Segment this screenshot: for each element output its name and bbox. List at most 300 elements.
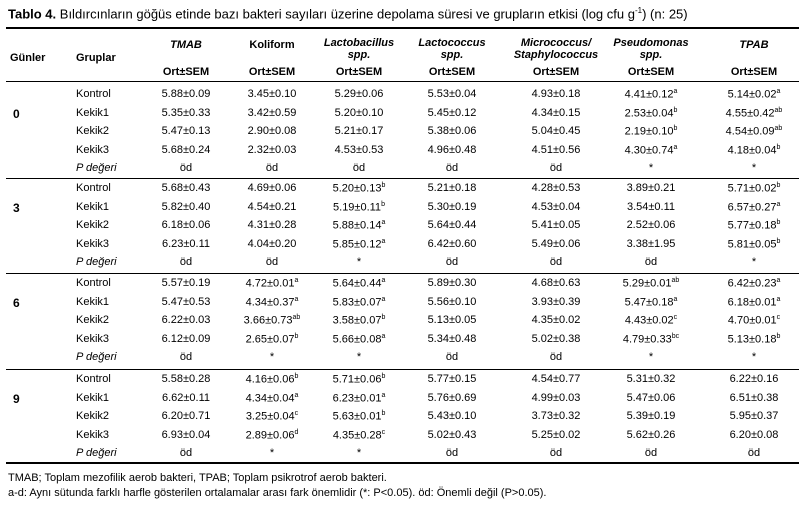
cell-value: 5.29±0.01 <box>622 277 672 290</box>
table-cell <box>704 373 804 385</box>
table-cell <box>136 296 236 308</box>
column-header-1 <box>222 39 322 51</box>
significance-letter: a <box>381 237 386 245</box>
table-cell <box>506 182 606 194</box>
significance-letter: a <box>381 277 386 284</box>
cell-value: 2.53±0.04 <box>624 107 674 120</box>
cell-value: 3.25±0.04 <box>245 410 295 423</box>
column-header-line: Staphylococcus <box>513 49 599 61</box>
cell-value: 5.81±0.05 <box>727 238 777 251</box>
table-cell <box>704 447 804 459</box>
column-header-line: Lactococcus <box>418 37 486 49</box>
cell-value: * <box>269 447 275 460</box>
group-label: Kontrol <box>76 182 111 194</box>
table-cell <box>136 333 236 345</box>
cell-value: 4.34±0.37 <box>245 296 295 309</box>
table-cell <box>601 201 701 213</box>
table-cell <box>402 238 502 250</box>
table-cell <box>704 238 804 251</box>
table-cell <box>222 238 322 250</box>
cell-value: 2.19±0.10 <box>624 125 674 138</box>
column-header-0 <box>136 39 236 51</box>
cell-value: öd <box>179 351 193 364</box>
column-header-line: spp. <box>347 49 371 61</box>
table-cell <box>601 314 701 327</box>
table-cell <box>136 201 236 213</box>
footnote-significance: a-d: Aynı sütunda farklı harfle gösterilen ortalamalar arası fark önemlidir (*: P<0.05). öd: Önemli değil (P>0.05). <box>8 487 547 499</box>
cell-value: 5.63±0.01 <box>332 410 382 423</box>
table-cell <box>704 125 804 138</box>
table-cell <box>704 88 804 101</box>
significance-letter: a <box>381 219 386 227</box>
table-cell <box>506 429 606 441</box>
significance-letter: a <box>776 200 781 208</box>
cell-value: 5.82±0.40 <box>161 200 211 213</box>
cell-value: öd <box>445 447 459 460</box>
cell-value: 3.73±0.32 <box>531 410 581 423</box>
table-cell <box>222 219 322 231</box>
cell-value: 5.64±0.44 <box>332 277 382 290</box>
cell-value: öd <box>445 256 459 269</box>
table-cell <box>601 447 701 459</box>
group-label: P değeri <box>76 447 117 460</box>
table-cell <box>136 107 236 119</box>
cell-value: 5.95±0.37 <box>729 410 779 423</box>
group-label: Kekik2 <box>76 219 110 232</box>
cell-value: * <box>751 162 757 175</box>
significance-letter: ab <box>774 125 783 133</box>
cell-value: 5.71±0.06 <box>332 373 382 386</box>
cell-value: * <box>356 351 362 364</box>
table-cell <box>402 314 502 326</box>
table-cell <box>222 256 322 268</box>
cell-value: 5.85±0.12 <box>332 238 382 251</box>
table-caption: Bıldırcınların göğüs etinde bazı bakteri sayıları üzerine depolama süresi ve grupların etkisi (log cfu g <box>56 6 635 22</box>
group-label: Kekik3 <box>76 428 110 441</box>
cell-value: 3.54±0.11 <box>626 200 676 213</box>
table-cell <box>402 373 502 385</box>
cell-value: 5.47±0.06 <box>626 391 676 404</box>
group-label: P değeri <box>76 351 117 364</box>
table-cell <box>222 125 322 137</box>
group-label: Kekik2 <box>76 314 110 327</box>
table-cell <box>704 410 804 422</box>
group-label: Kekik1 <box>76 106 110 119</box>
cell-value: 5.68±0.24 <box>161 143 211 156</box>
cell-value: 4.70±0.01 <box>727 314 777 327</box>
column-header-5 <box>601 37 701 61</box>
column-subheader: Ort±SEM <box>532 66 580 78</box>
cell-value: 4.96±0.48 <box>427 143 477 156</box>
column-header-6 <box>704 39 804 51</box>
table-caption-end: ) (n: 25) <box>642 6 688 22</box>
cell-value: 5.71±0.02 <box>727 182 777 195</box>
significance-letter: a <box>673 143 678 151</box>
table-cell <box>222 410 322 423</box>
table-cell <box>222 447 322 459</box>
table-cell <box>309 447 409 459</box>
table-cell <box>506 314 606 326</box>
table-cell <box>136 429 236 441</box>
significance-letter: bc <box>671 332 680 340</box>
table-cell <box>222 314 322 327</box>
table-cell <box>136 314 236 326</box>
cell-value: 5.49±0.06 <box>531 237 581 250</box>
table-cell <box>506 447 606 459</box>
cell-value: 5.13±0.18 <box>727 333 777 346</box>
table-cell <box>402 392 502 404</box>
day-label: 9 <box>13 392 20 406</box>
table-cell <box>704 162 804 174</box>
cell-value: * <box>648 162 654 175</box>
cell-value: 5.41±0.05 <box>531 219 581 232</box>
cell-value: 5.88±0.14 <box>332 219 382 232</box>
column-header-line: Lactobacillus <box>323 37 395 49</box>
significance-letter: b <box>294 332 299 340</box>
group-label: Kontrol <box>76 88 111 100</box>
cell-value: 4.51±0.56 <box>531 143 581 156</box>
cell-value: * <box>356 447 362 460</box>
table-cell <box>704 429 804 441</box>
table-label: Tablo 4. <box>8 6 57 22</box>
significance-letter: d <box>294 428 299 436</box>
table-cell <box>601 144 701 157</box>
footnote-abbreviations: TMAB; Toplam mezofilik aerob bakteri, TPAB; Toplam psikrotrof aerob bakteri. <box>8 472 387 484</box>
cell-value: 4.16±0.06 <box>245 373 295 386</box>
table-cell <box>601 182 701 194</box>
table-cell <box>601 256 701 268</box>
table-cell <box>402 88 502 100</box>
group-label: P değeri <box>76 256 117 269</box>
table-cell <box>136 162 236 174</box>
day-label: 3 <box>13 201 20 215</box>
table-cell <box>601 125 701 138</box>
table-cell <box>309 219 409 232</box>
table-cell <box>136 373 236 385</box>
cell-value: 4.34±0.04 <box>245 392 295 405</box>
cell-value: 6.93±0.04 <box>161 428 211 441</box>
table-cell <box>601 107 701 120</box>
significance-letter: c <box>673 314 678 322</box>
column-header-line: Micrococcus/ <box>520 37 592 49</box>
table-cell <box>222 107 322 119</box>
significance-letter: a <box>294 295 299 303</box>
table-cell <box>309 410 409 423</box>
significance-letter: b <box>776 237 781 245</box>
significance-letter: c <box>381 428 386 436</box>
cell-value: 5.20±0.10 <box>334 106 384 119</box>
significance-letter: ab <box>292 314 301 322</box>
cell-value: 4.30±0.74 <box>624 144 674 157</box>
cell-value: 4.72±0.01 <box>245 277 295 290</box>
column-header-line: Koliform <box>249 39 295 51</box>
table-cell <box>601 238 701 250</box>
significance-letter: a <box>776 88 781 95</box>
cell-value: 6.42±0.60 <box>427 237 477 250</box>
cell-value: * <box>356 256 362 269</box>
cell-value: 6.57±0.27 <box>727 201 777 214</box>
cell-value: öd <box>549 447 563 460</box>
cell-value: 4.54±0.21 <box>247 200 297 213</box>
significance-letter: a <box>776 295 781 303</box>
group-label: Kontrol <box>76 277 111 289</box>
cell-value: öd <box>644 256 658 269</box>
cell-value: öd <box>179 162 193 175</box>
table-cell <box>309 162 409 174</box>
column-header-line: TPAB <box>739 39 769 51</box>
header-gruplar: Gruplar <box>76 52 116 64</box>
table-cell <box>704 351 804 363</box>
cell-value: 5.21±0.17 <box>334 125 384 138</box>
cell-value: 5.56±0.10 <box>427 295 477 308</box>
table-cell <box>309 392 409 405</box>
column-subheader: Ort±SEM <box>162 66 210 78</box>
table-cell <box>601 373 701 385</box>
table-cell <box>222 429 322 442</box>
table-cell <box>309 314 409 327</box>
significance-letter: a <box>381 295 386 303</box>
cell-value: 5.34±0.48 <box>427 332 477 345</box>
cell-value: 5.47±0.53 <box>161 295 211 308</box>
cell-value: 5.89±0.30 <box>427 277 477 289</box>
cell-value: 5.83±0.07 <box>332 296 382 309</box>
table-cell <box>601 429 701 441</box>
cell-value: 2.52±0.06 <box>626 219 676 232</box>
cell-value: 4.79±0.33 <box>622 333 672 346</box>
table-cell <box>506 107 606 119</box>
table-cell <box>309 107 409 119</box>
cell-value: 6.42±0.23 <box>727 277 777 290</box>
column-header-line: spp. <box>440 49 464 61</box>
top-rule <box>6 27 799 29</box>
table-cell <box>136 88 236 100</box>
cell-value: 4.43±0.02 <box>624 314 674 327</box>
column-header-line: Pseudomonas <box>613 37 689 49</box>
cell-value: öd <box>179 256 193 269</box>
table-cell <box>704 107 804 120</box>
table-cell <box>222 373 322 386</box>
cell-value: öd <box>445 162 459 175</box>
cell-value: 4.18±0.04 <box>727 144 777 157</box>
cell-value: 4.93±0.18 <box>531 88 581 100</box>
cell-value: 5.20±0.13 <box>332 182 382 195</box>
significance-letter: b <box>776 143 781 151</box>
table-cell <box>402 182 502 194</box>
table-cell <box>704 333 804 346</box>
cell-value: 3.45±0.10 <box>247 88 297 100</box>
cell-value: 4.69±0.06 <box>247 182 297 194</box>
table-cell <box>136 447 236 459</box>
cell-value: 5.76±0.69 <box>427 391 477 404</box>
cell-value: 5.53±0.04 <box>427 88 477 100</box>
cell-value: 6.22±0.16 <box>729 373 779 385</box>
cell-value: 3.58±0.07 <box>332 314 382 327</box>
cell-value: 2.65±0.07 <box>245 333 295 346</box>
table-cell <box>601 410 701 422</box>
cell-value: 5.45±0.12 <box>427 106 477 119</box>
table-cell <box>222 296 322 309</box>
cell-value: 5.58±0.28 <box>161 373 211 385</box>
significance-letter: a <box>381 391 386 399</box>
table-cell <box>309 144 409 156</box>
cell-value: öd <box>445 351 459 364</box>
cell-value: öd <box>644 447 658 460</box>
table-cell <box>506 277 606 289</box>
table-cell <box>402 351 502 363</box>
cell-value: * <box>751 256 757 269</box>
cell-value: 4.99±0.03 <box>531 391 581 404</box>
table-cell <box>601 162 701 174</box>
table-cell <box>506 88 606 100</box>
cell-value: öd <box>747 447 761 460</box>
significance-letter: b <box>776 332 781 340</box>
group-label: Kekik2 <box>76 410 110 423</box>
table-cell <box>222 333 322 346</box>
table-cell <box>402 277 502 289</box>
table-title <box>8 6 688 21</box>
cell-value: 5.02±0.43 <box>427 428 477 441</box>
cell-value: 2.89±0.06 <box>245 429 295 442</box>
table-cell <box>222 88 322 100</box>
table-cell <box>506 162 606 174</box>
cell-value: 5.88±0.09 <box>161 88 211 100</box>
table-cell <box>309 333 409 346</box>
cell-value: öd <box>179 447 193 460</box>
cell-value: 5.66±0.08 <box>332 333 382 346</box>
table-cell <box>309 182 409 195</box>
cell-value: 6.12±0.09 <box>161 332 211 345</box>
table-cell <box>402 144 502 156</box>
cell-value: 5.47±0.18 <box>624 296 674 309</box>
group-label: Kekik3 <box>76 237 110 250</box>
table-cell <box>506 144 606 156</box>
group-label: Kekik1 <box>76 200 110 213</box>
significance-letter: b <box>381 200 385 208</box>
day-label: 6 <box>13 296 20 310</box>
significance-letter: c <box>776 314 781 322</box>
cell-value: 5.13±0.05 <box>427 314 477 327</box>
table-cell <box>309 88 409 100</box>
table-cell <box>402 107 502 119</box>
table-cell <box>506 351 606 363</box>
table-cell <box>601 277 701 290</box>
table-cell <box>402 447 502 459</box>
group-label: Kontrol <box>76 373 111 385</box>
table-cell <box>402 410 502 422</box>
cell-value: 4.04±0.20 <box>247 237 297 250</box>
cell-value: 5.68±0.43 <box>161 182 211 194</box>
significance-letter: b <box>673 125 678 133</box>
group-label: Kekik3 <box>76 143 110 156</box>
table-cell <box>222 351 322 363</box>
table-cell <box>136 351 236 363</box>
table-cell <box>506 392 606 404</box>
cell-value: 4.31±0.28 <box>247 219 297 232</box>
cell-value: 5.57±0.19 <box>161 277 211 289</box>
table-cell <box>309 429 409 442</box>
cell-value: * <box>648 351 654 364</box>
table-cell <box>136 125 236 137</box>
significance-letter: c <box>294 410 299 418</box>
cell-value: öd <box>265 162 279 175</box>
column-header-3 <box>402 37 502 61</box>
block-divider <box>6 462 799 464</box>
table-cell <box>136 238 236 250</box>
table-cell <box>704 219 804 232</box>
table-cell <box>506 238 606 250</box>
table-cell <box>222 182 322 194</box>
table-cell <box>136 219 236 231</box>
group-label: Kekik1 <box>76 391 110 404</box>
table-cell <box>402 296 502 308</box>
table-cell <box>704 277 804 290</box>
significance-letter: b <box>381 314 386 322</box>
column-header-line: TMAB <box>170 39 202 51</box>
table-cell <box>601 88 701 101</box>
significance-letter: b <box>673 106 678 114</box>
cell-value: 5.04±0.45 <box>531 125 581 138</box>
cell-value: 6.18±0.01 <box>727 296 777 309</box>
table-cell <box>402 201 502 213</box>
cell-value: 6.23±0.11 <box>161 237 211 250</box>
table-cell <box>136 182 236 194</box>
table-cell <box>506 201 606 213</box>
cell-value: 5.31±0.32 <box>626 373 676 385</box>
table-cell <box>309 277 409 290</box>
significance-letter: b <box>776 182 781 189</box>
cell-value: 6.51±0.38 <box>729 391 779 404</box>
table-cell <box>506 219 606 231</box>
significance-letter: b <box>381 373 386 380</box>
table-cell <box>601 351 701 363</box>
table-cell <box>222 144 322 156</box>
table-cell <box>704 296 804 309</box>
header-gunler: Günler <box>10 52 46 64</box>
cell-value: 5.25±0.02 <box>531 428 581 441</box>
table-cell <box>222 201 322 213</box>
table-cell <box>402 219 502 231</box>
column-header-line: spp. <box>639 49 663 61</box>
table-cell <box>506 333 606 345</box>
table-cell <box>309 256 409 268</box>
cell-value: 5.14±0.02 <box>727 88 777 101</box>
cell-value: 4.55±0.42 <box>725 107 775 120</box>
cell-value: * <box>751 351 757 364</box>
cell-value: 5.21±0.18 <box>427 182 477 194</box>
cell-value: 3.93±0.39 <box>531 295 581 308</box>
cell-value: öd <box>549 351 563 364</box>
table-cell <box>601 219 701 231</box>
table-cell <box>506 256 606 268</box>
group-label: Kekik3 <box>76 332 110 345</box>
significance-letter: ab <box>671 277 680 284</box>
cell-value: 6.22±0.03 <box>161 314 211 327</box>
cell-value: 6.18±0.06 <box>161 219 211 232</box>
group-label: Kekik2 <box>76 125 110 138</box>
cell-value: 5.30±0.19 <box>427 200 477 213</box>
cell-value: 4.35±0.02 <box>531 314 581 327</box>
table-cell <box>402 429 502 441</box>
significance-letter: a <box>776 277 781 284</box>
cell-value: 6.62±0.11 <box>161 391 211 404</box>
cell-value: 5.77±0.18 <box>727 219 777 232</box>
cell-value: 5.29±0.06 <box>334 88 384 100</box>
table-cell <box>136 392 236 404</box>
cell-value: öd <box>549 256 563 269</box>
block-divider <box>6 273 799 274</box>
cell-value: 4.53±0.04 <box>531 200 581 213</box>
block-divider <box>6 369 799 370</box>
